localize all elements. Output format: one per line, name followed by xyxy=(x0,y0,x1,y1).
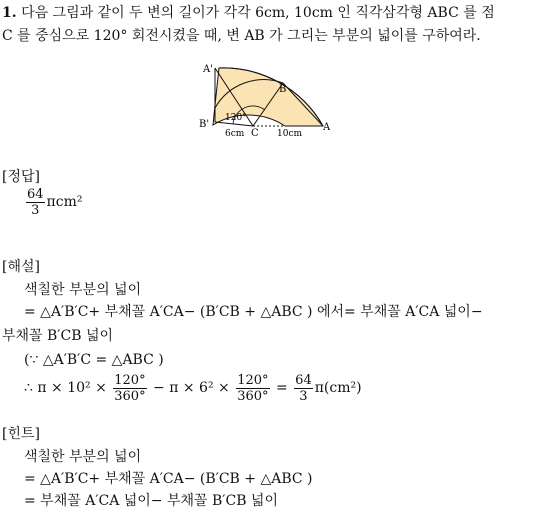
hint-line-2: = △A′B′C+ 부채꼴 A′CA− (B′CB + △ABC ) xyxy=(24,471,313,487)
label-b-prime: B' xyxy=(199,119,210,130)
fraction-1-denominator: 360° xyxy=(114,388,146,404)
fraction-3-denominator: 3 xyxy=(299,388,308,404)
label-c: C xyxy=(251,128,259,139)
label-10cm: 10cm xyxy=(277,129,303,139)
fraction-2-denominator: 360° xyxy=(237,388,269,404)
hint-line-3: = 부채꼴 A′CA 넓이− 부채꼴 B′CB 넓이 xyxy=(24,493,278,509)
solution-line-1: 색칠한 부분의 넓이 xyxy=(24,282,142,298)
label-a-prime: A' xyxy=(203,64,213,75)
fraction-3-numerator: 64 xyxy=(295,372,312,388)
solution-line-3: 부채꼴 B′CB 넓이 xyxy=(2,328,113,344)
solution-line-5 xyxy=(24,370,362,406)
solution-line-2: = △A′B′C+ 부채꼴 A′CA− (B′CB + △ABC ) 에서= 부채꼴 A′CA 넓이− xyxy=(24,304,483,320)
answer-expression xyxy=(24,186,82,218)
solution-fraction-2 xyxy=(236,373,269,404)
label-a: A xyxy=(323,122,331,133)
solution-expr-a: ∴ π × 10² × xyxy=(24,380,107,396)
solution-fraction-1 xyxy=(113,373,146,404)
answer-fraction xyxy=(26,187,45,218)
solution-header: [해설] xyxy=(2,259,40,275)
fraction-2-numerator: 120° xyxy=(237,372,269,388)
solution-fraction-3 xyxy=(294,373,313,404)
label-angle: 120° xyxy=(225,113,247,123)
answer-numerator: 64 xyxy=(27,186,44,202)
solution-expr-c: = xyxy=(275,380,288,396)
label-6cm: 6cm xyxy=(225,129,245,139)
answer-denominator: 3 xyxy=(31,202,40,218)
solution-line-4: (∵ △A′B′C = △ABC ) xyxy=(24,352,164,368)
problem-line-1 xyxy=(2,4,495,22)
label-b: B xyxy=(279,84,287,95)
problem-number: 1. xyxy=(2,5,17,21)
solution-expr-d: π(cm²) xyxy=(314,380,362,396)
hint-line-1: 색칠한 부분의 넓이 xyxy=(24,449,142,465)
answer-header: [정답] xyxy=(2,169,40,185)
hint-header: [힌트] xyxy=(2,426,40,442)
problem-text-2: C 를 중심으로 120° 회전시켰을 때, 변 AB 가 그리는 부분의 넓이를 구하여라. xyxy=(2,28,481,44)
rotation-figure xyxy=(195,50,340,140)
problem-text-1: 다음 그림과 같이 두 변의 길이가 각각 6cm, 10cm 인 직각삼각형 ABC 를 점 xyxy=(21,5,495,21)
fraction-1-numerator: 120° xyxy=(114,372,146,388)
answer-unit: πcm² xyxy=(46,194,83,210)
solution-expr-b: − π × 6² × xyxy=(153,380,230,396)
